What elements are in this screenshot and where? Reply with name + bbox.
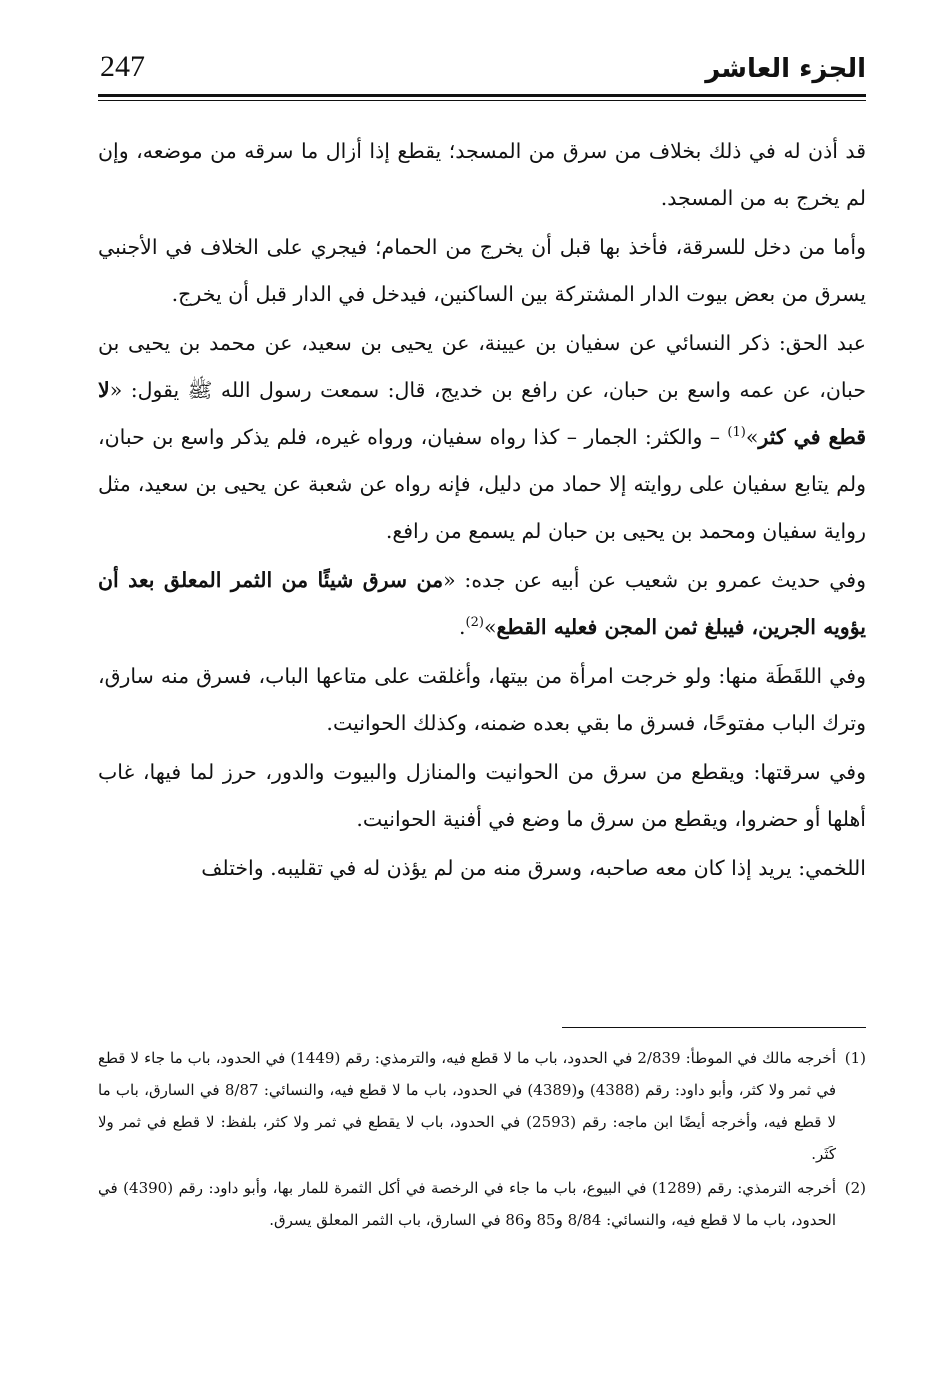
quote-close-2: » (483, 615, 497, 639)
quote-close-1: » (745, 425, 759, 449)
footnotes (98, 1042, 866, 1238)
main-text (98, 128, 866, 892)
paragraph-2: وأما من دخل للسرقة، فأخذ بها قبل أن يخرج من الحمام؛ فيجري على الخلاف في الأجنبي يسرق من بعض بيوت الدار المشتركة بين الساكنين، فيدخل في الدار قبل أن يخرج. (98, 235, 866, 306)
footnote-2-text: أخرجه الترمذي: رقم (1289) في البيوع، باب ما جاء في الرخصة في أكل الثمرة للمار بها، وأبو داود: رقم (4390) في الحدود، باب ما لا قطع فيه، والنسائي: 8/84 و85 و86 في السارق، باب الثمر المعلق يسرق. (98, 1179, 837, 1229)
paragraph-3-rest: – والكثر: الجمار – كذا رواه سفيان، ورواه غيره، فلم يذكر واسع بن حبان، ولم يتابع سفيان على روايته إلا حماد من دليل، فإنه رواه عن شعبة عن يحيى بن سعيد، مثل رواية سفيان ومحمد بن يحيى بن حبان لم يسمع من رافع. (98, 425, 866, 543)
footnote-1 (98, 1042, 866, 1170)
paragraph-1: قد أذن له في ذلك بخلاف من سرق من المسجد؛ يقطع إذا أزال ما سرقه من موضعه، وإن لم يخرج به من المسجد. (98, 139, 866, 210)
footnote-2 (98, 1172, 866, 1236)
footnote-ref-2: (2) (465, 615, 484, 631)
page-number: 247 (100, 50, 145, 83)
header-rule-thick (98, 94, 866, 97)
paragraph-4-lead: وفي حديث عمرو بن شعيب عن أبيه عن جده: « (443, 568, 866, 592)
paragraph-4-end: . (459, 615, 466, 639)
paragraph-4 (98, 557, 866, 651)
hadith-quote-2: من سرق شيئًا من الثمر المعلق بعد أن يؤويه الجرين، فيبلغ ثمن المجن فعليه القطع (98, 568, 866, 639)
book-page (98, 50, 866, 1370)
footnote-1-text: أخرجه مالك في الموطأ: 2/839 في الحدود، باب ما لا قطع فيه، والترمذي: رقم (1449) في الحدود، باب ما جاء لا قطع في ثمر ولا كثر، وأبو داود: رقم (4388) و(4389) في الحدود، باب ما لا قطع فيه، والنسائي: 8/87 في السارق، باب ما لا قطع فيه، وأخرجه أيضًا ابن ماجه: رقم (2593) في الحدود، باب لا يقطع في ثمر ولا كثر، بلفظ: لا قطع في ثمر ولا كَثَر. (98, 1049, 836, 1163)
page-header (98, 50, 866, 102)
hadith-quote-1: لا قطع في كثر (98, 378, 866, 449)
header-rule-thin (98, 100, 866, 101)
paragraph-5: وفي اللقَطَة منها: ولو خرجت امرأة من بيتها، وأغلقت على متاعها الباب، فسرق منه سارق، وترك الباب مفتوحًا، فسرق ما بقي بعده ضمنه، وكذلك الحوانيت. (98, 664, 866, 735)
paragraph-3-lead: عبد الحق: ذكر النسائي عن سفيان بن عيينة، عن يحيى بن سعيد، عن محمد بن يحيى بن حبان، عن عمه واسع بن حبان، عن رافع بن خديج، قال: سمعت رسول الله ﷺ يقول: « (98, 331, 866, 402)
footnote-ref-1: (1) (727, 425, 746, 441)
footnote-1-number: (1) (844, 1049, 866, 1067)
paragraph-7: اللخمي: يريد إذا كان معه صاحبه، وسرق منه من لم يؤذن له في تقليبه. واختلف (201, 856, 866, 880)
footnote-separator (562, 1027, 866, 1028)
running-title: الجزء العاشر (705, 54, 866, 84)
footnote-2-number: (2) (844, 1179, 866, 1197)
paragraph-3 (98, 320, 866, 555)
paragraph-6: وفي سرقتها: ويقطع من سرق من الحوانيت والمنازل والبيوت والدور، حرز لما فيها، غاب أهلها أو حضروا، ويقطع من سرق ما وضع في أفنية الحوانيت. (98, 760, 866, 831)
